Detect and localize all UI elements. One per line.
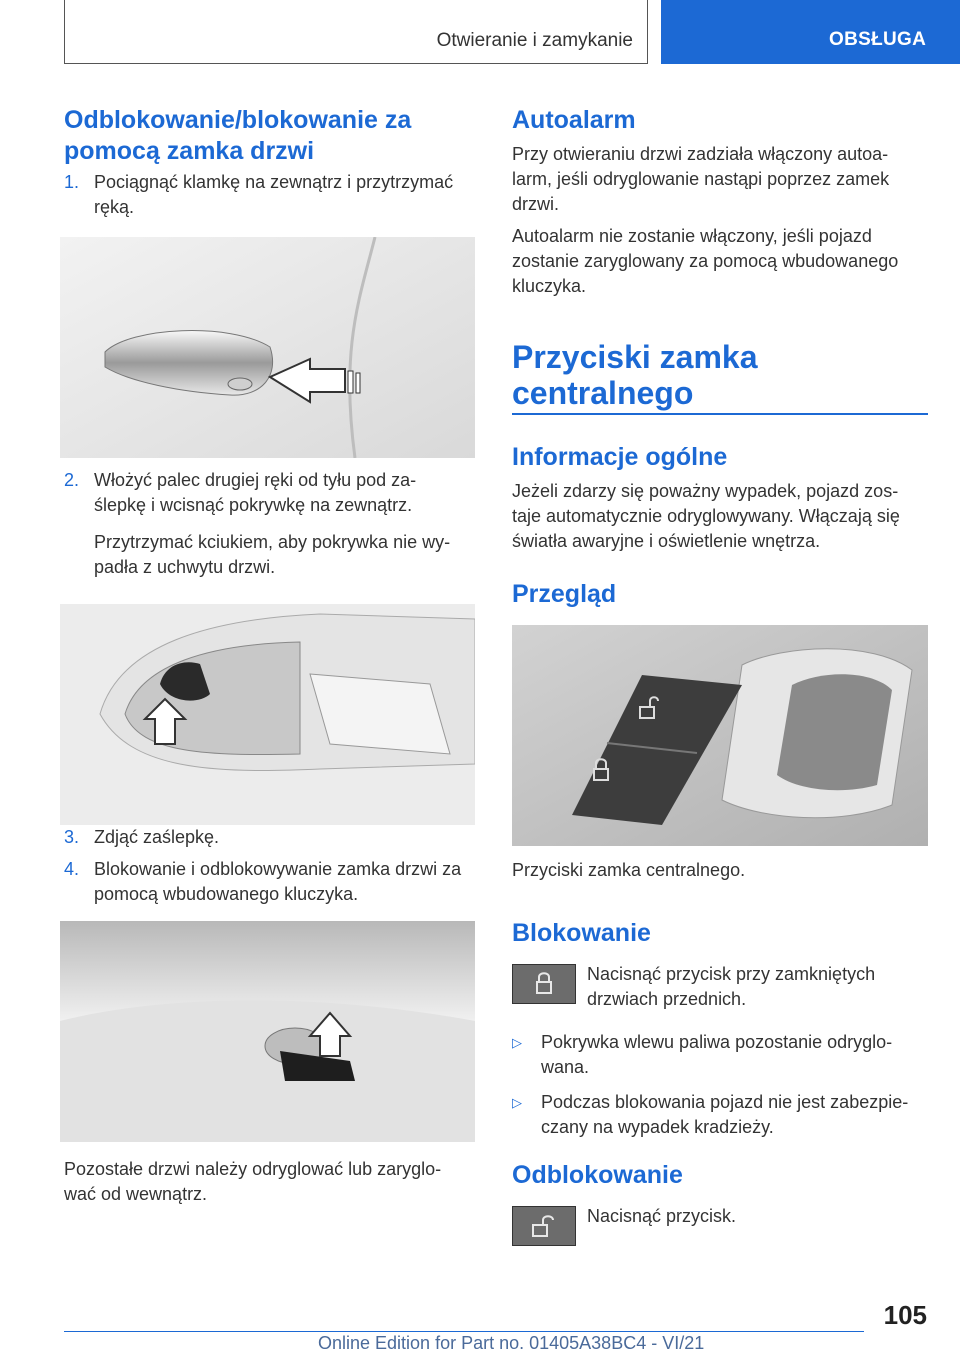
lock-bullet: Pokrywka wlewu paliwa pozostanie odryglo-wana. [541,1032,893,1077]
header-chapter-title: OBSŁUGA [829,29,927,50]
central-lock-buttons-photo [512,625,928,846]
footer-edition: Online Edition for Part no. 01405A38BC4 - VI/21 [318,1333,705,1353]
step-number: 2. [64,470,80,490]
unlock-heading: Odblokowanie [512,1161,683,1189]
photo-caption: Przyciski zamka centralnego. [512,860,746,880]
step-text: Pociągnąć klamkę na zewnątrz i przytrzymać ręką. [94,172,454,217]
footer-rule [64,1331,864,1332]
triangle-bullet-icon: ▷ [512,1035,522,1050]
triangle-bullet-icon: ▷ [512,1095,522,1110]
step-number: 1. [64,172,80,192]
header-section-title: Otwieranie i zamykanie [436,30,633,51]
header-chapter-tab [661,0,960,64]
page-number: 105 [883,1300,927,1330]
step-number: 3. [64,827,80,847]
step-note: Przytrzymać kciukiem, aby pokrywka nie wy-padła z uchwytu drzwi. [94,532,451,577]
alarm-text-1: Przy otwieraniu drzwi zadziała włączony autoa-larm, jeśli odryglowanie nastąpi poprzez zamek drzwi. [512,144,890,214]
step-number: 4. [64,859,80,879]
lock-heading: Blokowanie [512,919,651,947]
central-lock-heading: Przyciski zamka centralnego [512,339,758,411]
step-text: Zdjąć zaślepkę. [94,827,220,847]
door-handle-photo [60,237,475,458]
lock-bullet: Podczas blokowania pojazd nie jest zabezpie-czany na wypadek kradzieży. [541,1092,909,1137]
left-heading: Odblokowanie/blokowanie za pomocą zamka drzwi [64,106,412,165]
lock-text: Nacisnąć przycisk przy zamkniętych drzwiach przednich. [587,964,876,1009]
step-text: Włożyć palec drugiej ręki od tyłu pod za-ślepkę i wcisnąć pokrywkę na zewnątrz. [94,470,417,515]
unlock-text: Nacisnąć przycisk. [587,1206,737,1226]
alarm-heading: Autoalarm [512,106,636,134]
cover-removal-photo [60,604,475,825]
closing-text: Pozostałe drzwi należy odryglować lub zaryglo-wać od wewnątrz. [64,1159,442,1204]
lock-button-icon [512,964,576,1004]
unlock-button-icon [512,1206,576,1246]
alarm-text-2: Autoalarm nie zostanie włączony, jeśli pojazd zostanie zaryglowany za pomocą wbudowanego kluczyka. [512,226,899,296]
step-text: Blokowanie i odblokowywanie zamka drzwi za pomocą wbudowanego kluczyka. [94,859,462,904]
header-section-box [64,0,648,64]
info-heading: Informacje ogólne [512,443,728,471]
key-insertion-photo [60,921,475,1142]
info-text: Jeżeli zdarzy się poważny wypadek, pojazd zos-taje automatycznie odryglowywany. Włączają się światła awaryjne i oświetlenie wnętrza. [512,481,900,551]
overview-heading: Przegląd [512,580,617,608]
heading-rule [512,413,928,415]
